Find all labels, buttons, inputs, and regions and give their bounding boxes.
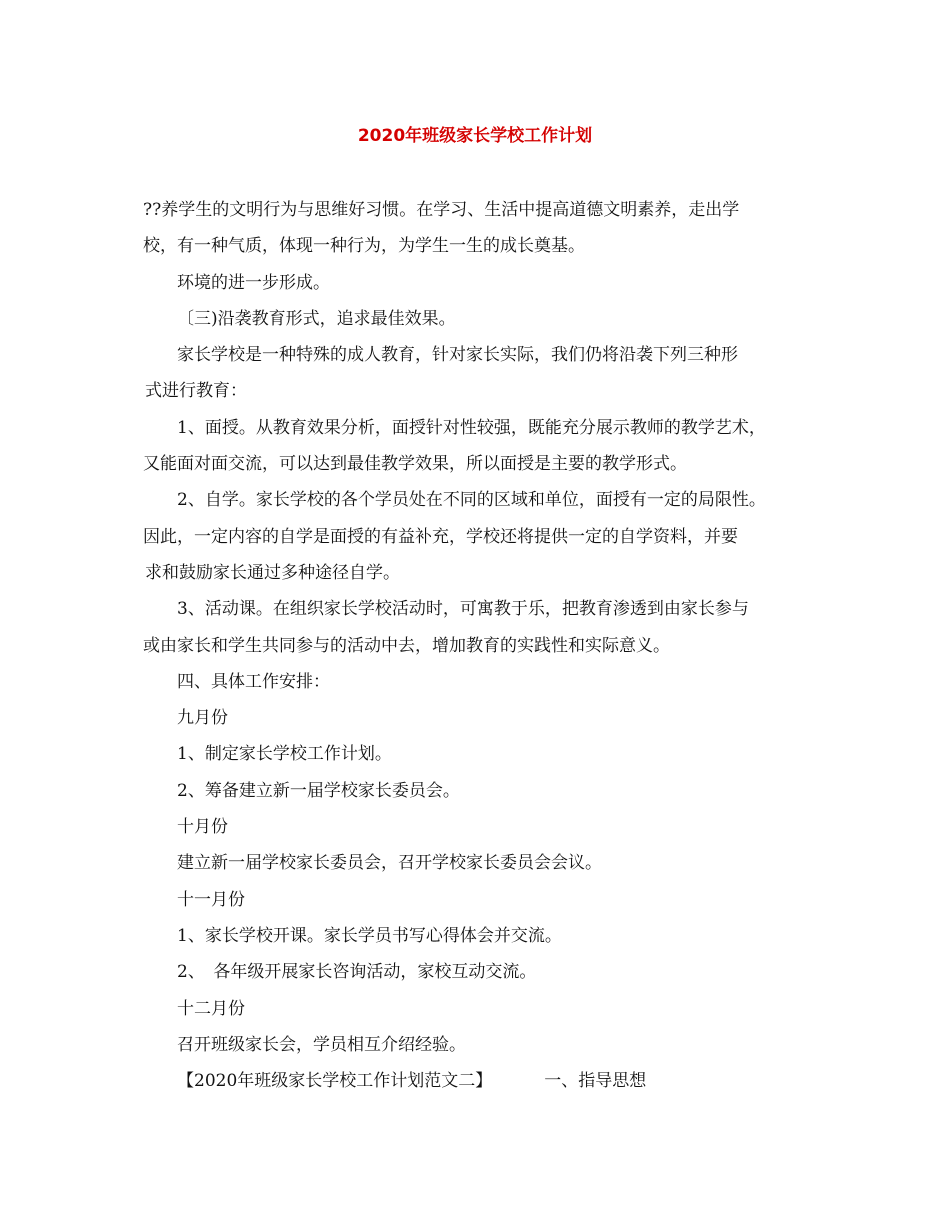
text-line: 1、制定家长学校工作计划。 (177, 744, 392, 765)
text-line: 召开班级家长会，学员相互介绍经验。 (177, 1034, 466, 1055)
text-line: ??养学生的文明行为与思维好习惯。在学习、生活中提高道德文明素养，走出学 (143, 200, 740, 220)
text-line: 〔三)沿袭教育形式，追求最佳效果。 (177, 308, 456, 329)
section-heading: 一、指导思想 (544, 1071, 647, 1092)
sample-heading: 【2020年班级家长学校工作计划范文二】 (177, 1071, 493, 1092)
text-line: 2、自学。家长学校的各个学员处在不同的区域和单位，面授有一定的局限性。 (177, 490, 766, 511)
text-line: 十一月份 (177, 889, 245, 910)
text-line: 家长学校是一种特殊的成人教育，针对家长实际，我们仍将沿袭下列三种形 (177, 345, 738, 366)
document-body (143, 192, 823, 1099)
text-line-last (143, 1063, 823, 1099)
text-line: 四、具体工作安排： (177, 671, 330, 692)
text-line: 2、筹备建立新一届学校家长委员会。 (177, 780, 460, 801)
text-line: 求和鼓励家长通过多种途径自学。 (145, 562, 400, 583)
text-line: 十月份 (177, 817, 228, 838)
text-line: 建立新一届学校家长委员会，召开学校家长委员会会议。 (177, 853, 602, 874)
text-line: 环境的进一步形成。 (177, 272, 330, 293)
text-line: 2、 各年级开展家长咨询活动，家校互动交流。 (177, 962, 537, 983)
document-title: 2020年班级家长学校工作计划 (357, 126, 593, 146)
text-line: 式进行教育： (145, 381, 247, 402)
text-line: 又能面对面交流，可以达到最佳教学效果，所以面授是主要的教学形式。 (143, 454, 687, 475)
text-line: 校，有一种气质，体现一种行为，为学生一生的成长奠基。 (143, 236, 585, 257)
text-line: 九月份 (177, 708, 228, 729)
text-line: 1、家长学校开课。家长学员书写心得体会并交流。 (177, 925, 562, 946)
text-line: 3、活动课。在组织家长学校活动时，可寓教于乐，把教育渗透到由家长参与 (177, 599, 749, 620)
text-line: 1、面授。从教育效果分析，面授针对性较强，既能充分展示教师的教学艺术， (177, 417, 766, 438)
text-line: 或由家长和学生共同参与的活动中去，增加教育的实践性和实际意义。 (143, 635, 670, 656)
text-line: 因此，一定内容的自学是面授的有益补充，学校还将提供一定的自学资料，并要 (143, 526, 738, 547)
text-line: 十二月份 (177, 998, 245, 1019)
